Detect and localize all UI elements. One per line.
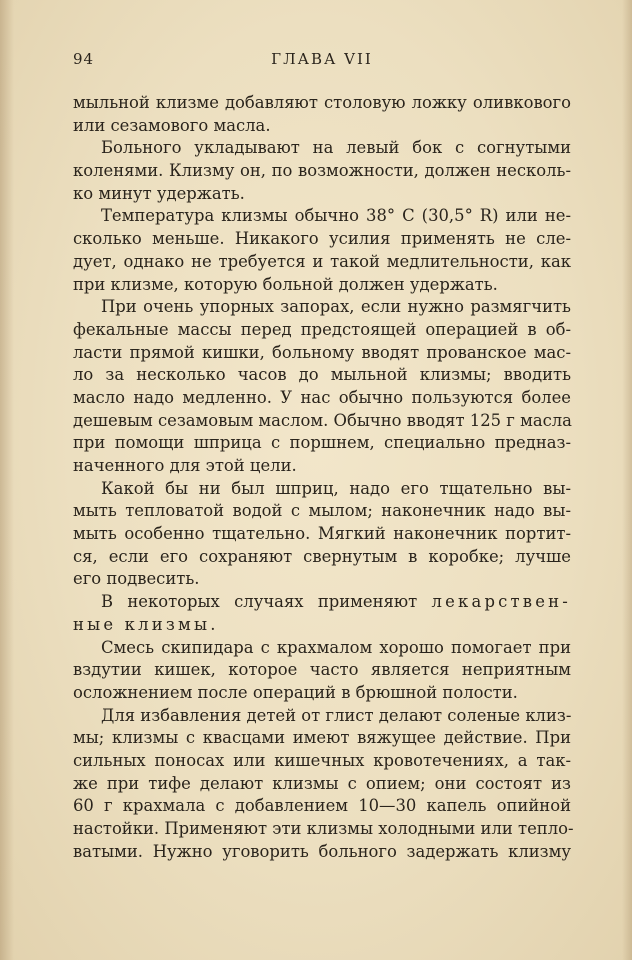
text-line: наченного для этой цели.: [73, 456, 297, 475]
text-line: Для избавления детей от глист делают соленые клиз-: [101, 705, 572, 725]
text-line: [73, 591, 571, 614]
text-line: его подвесить.: [73, 569, 200, 589]
text-line: Больного укладывают на левый бок с согнутыми: [101, 138, 571, 158]
text-line: Смесь скипидара с крахмалом хорошо помогает при: [101, 637, 571, 657]
emphasized-term: лекарствен-: [431, 592, 571, 612]
running-header: [73, 50, 571, 72]
text-line: же при тифе делают клизмы с опием; они состоят из: [73, 773, 571, 793]
text-line: или сезамового масла.: [73, 115, 271, 135]
text-line: при помощи шприца с поршнем, специально предназ-: [73, 433, 571, 453]
text-line: ласти прямой кишки, больному вводят прованское мас-: [73, 342, 571, 362]
text-line: фекальные массы перед предстоящей операцией в об-: [73, 319, 571, 339]
text-line: ко минут удержать.: [73, 183, 245, 203]
text-line: мы; клизмы с квасцами имеют вяжущее действие. При: [73, 728, 571, 748]
emphasized-term: ные клизмы.: [73, 614, 219, 634]
chapter-title: ГЛАВА VII: [271, 50, 373, 68]
text-line: Какой бы ни был шприц, надо его тщательно вы-: [101, 478, 571, 498]
text-line: мыльной клизме добавляют столовую ложку оливкового: [73, 93, 571, 112]
text-line: дует, однако не требуется и такой медлительности, как: [73, 251, 571, 271]
text-line: Температура клизмы обычно 38° С (30,5° R) или не-: [101, 206, 571, 226]
text-line: вздутии кишек, которое часто является неприятным: [73, 660, 571, 680]
text-line: дешевым сезамовым маслом. Обычно вводят 125 г масла: [73, 410, 572, 430]
text-fragment: В некоторых случаях применяют: [101, 592, 418, 612]
text-line: При очень упорных запорах, если нужно размягчить: [101, 297, 571, 317]
text-line: мыть тепловатой водой с мылом; наконечник надо вы-: [73, 501, 571, 521]
text-line: ватыми. Нужно уговорить больного задержать клизму: [73, 841, 571, 861]
text-line: осложнением после операций в брюшной полости.: [73, 682, 518, 702]
text-line: настойки. Применяют эти клизмы холодными или тепло-: [73, 819, 574, 838]
text-line: сильных поносах или кишечных кровотечениях, а так-: [73, 750, 571, 770]
text-line: ся, если его сохраняют свернутым в коробке; лучше: [73, 546, 571, 566]
text-line: 60 г крахмала с добавлением 10—30 капель опийной: [73, 796, 571, 816]
text-line: ло за несколько часов до мыльной клизмы; вводить: [73, 365, 571, 385]
text-line: сколько меньше. Никакого усилия применять не сле-: [73, 229, 571, 249]
page-number: 94: [73, 50, 95, 68]
text-line: масло надо медленно. У нас обычно пользуются более: [73, 387, 571, 407]
text-line: коленями. Клизму он, по возможности, должен несколь-: [73, 161, 571, 181]
page-body: [73, 92, 574, 863]
text-line: мыть особенно тщательно. Мягкий наконечник портит-: [73, 524, 571, 544]
text-line: при клизме, которую больной должен удержать.: [73, 274, 498, 294]
